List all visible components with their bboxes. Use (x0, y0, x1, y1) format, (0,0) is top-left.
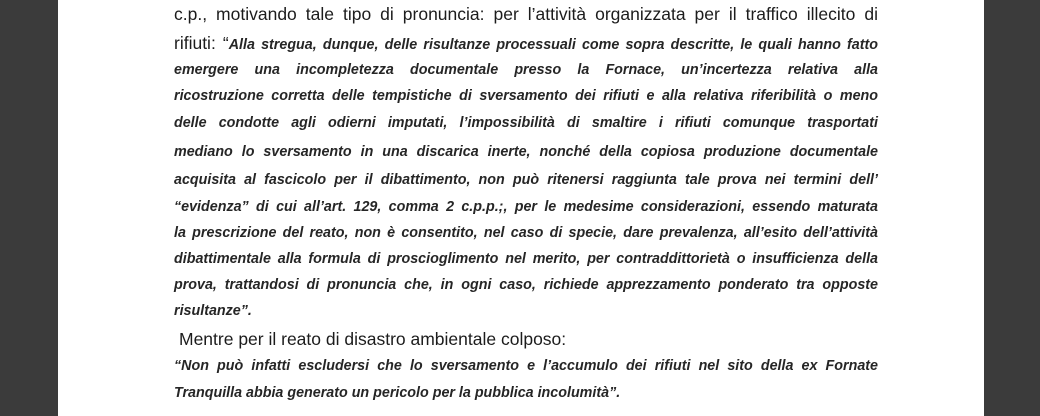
quote-line: risultanze”. (174, 303, 252, 319)
text-line-2 (174, 33, 878, 54)
quote-line: la prescrizione del reato, non è consentito, nel caso di specie, dare prevalenza, all’esito dell’attività (174, 225, 878, 241)
document-page (58, 0, 984, 416)
quote-line: emergere una incompletezza documentale presso la Fornace, un’incertezza relativa alla (174, 62, 878, 78)
text-line-1: c.p., motivando tale tipo di pronuncia: per l’attività organizzata per il traffico illecito di (174, 4, 878, 24)
quote-line: “evidenza” di cui all’art. 129, comma 2 c.p.p.;, per le medesime considerazioni, essendo maturata (174, 199, 878, 215)
quote-line-1: Alla stregua, dunque, delle risultanze processuali come sopra descritte, le quali hanno fatto (228, 37, 878, 53)
quote-line: prova, trattandosi di pronuncia che, in ogni caso, richiede apprezzamento ponderato tra opposte (174, 277, 878, 293)
quote-line: delle condotte agli odierni imputati, l’impossibilità di smaltire i rifiuti comunque trasportati (174, 115, 878, 131)
text-line-2-prefix: rifiuti: “ (174, 33, 229, 53)
quote-2-line: “Non può infatti escludersi che lo sversamento e l’accumulo dei rifiuti nel sito della ex Fornate (174, 358, 878, 374)
quote-2-line: Tranquilla abbia generato un pericolo per la pubblica incolumità”. (174, 385, 621, 401)
quote-line: dibattimentale alla formula di proscioglimento nel merito, per contraddittorietà o insufficienza della (174, 251, 878, 267)
quote-line: mediano lo sversamento in una discarica inerte, nonché della copiosa produzione documentale (174, 144, 878, 160)
quote-line: acquisita al fascicolo per il dibattimento, non può ritenersi raggiunta tale prova nei termini dell’ (174, 172, 878, 188)
paragraph-2: Mentre per il reato di disastro ambientale colposo: (179, 329, 567, 349)
quote-line: ricostruzione corretta delle tempistiche di sversamento dei rifiuti e alla relativa riferibilità o meno (174, 88, 878, 104)
